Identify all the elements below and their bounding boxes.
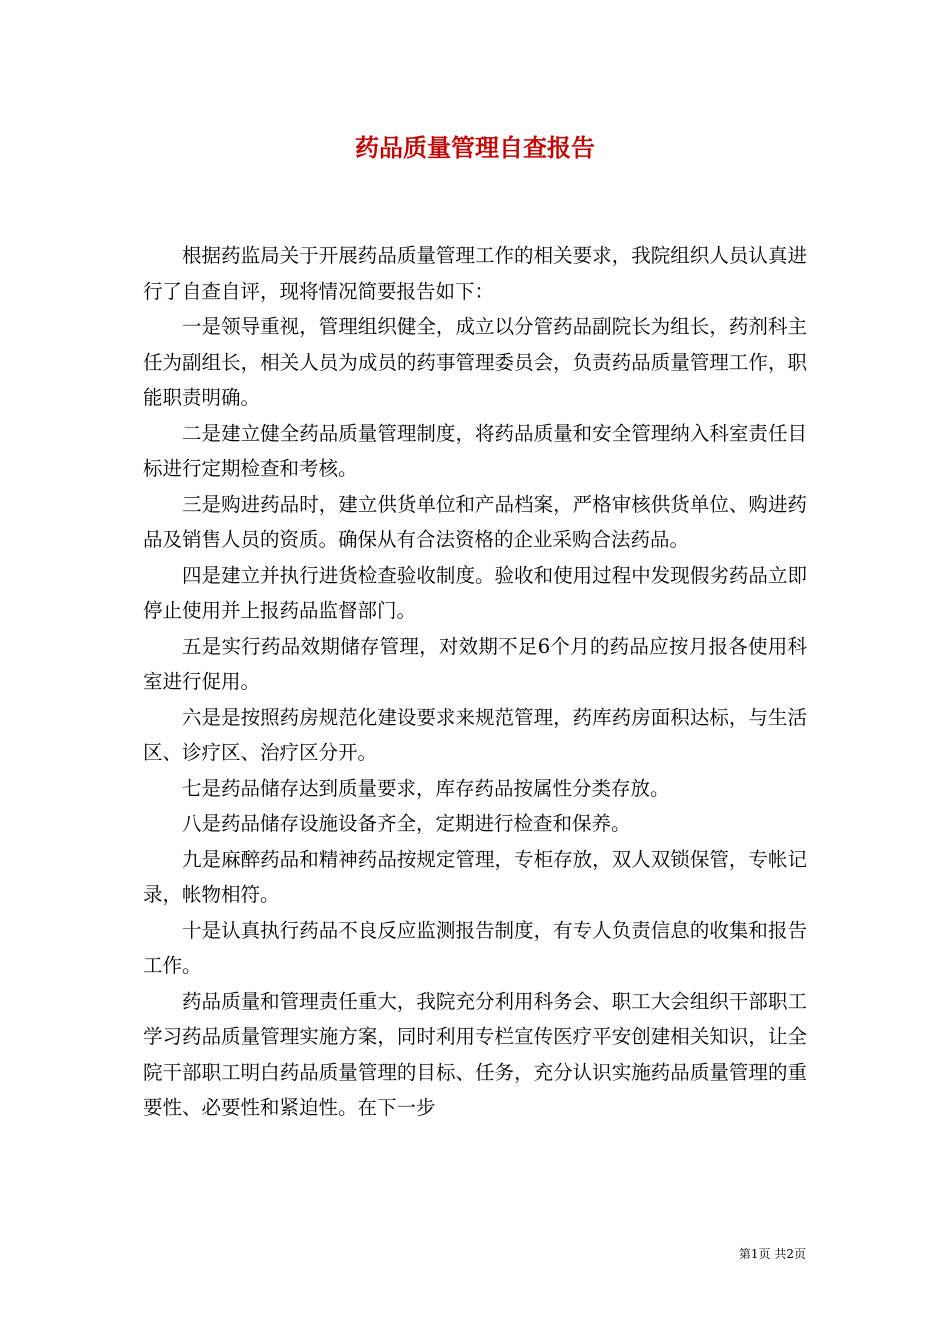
paragraph-intro: 根据药监局关于开展药品质量管理工作的相关要求，我院组织人员认真进行了自查自评，现将情况简要报告如下： [143,244,807,303]
paragraph-9: 九是麻醉药品和精神药品按规定管理，专柜存放，双人双锁保管，专帐记录，帐物相符。 [143,847,807,906]
paragraph-8: 八是药品储存设施设备齐全，定期进行检查和保养。 [182,812,631,835]
paragraph-10: 十是认真执行药品不良反应监测报告制度，有专人负责信息的收集和报告工作。 [143,918,807,977]
paragraph-3: 三是购进药品时，建立供货单位和产品档案，严格审核供货单位、购进药品及销售人员的资质。确保从有合法资格的企业采购合法药品。 [143,492,807,551]
paragraph-4: 四是建立并执行进货检查验收制度。验收和使用过程中发现假劣药品立即停止使用并上报药品监督部门。 [143,563,807,622]
paragraph-7: 七是药品储存达到质量要求，库存药品按属性分类存放。 [182,776,670,800]
paragraph-6: 六是是按照药房规范化建设要求来规范管理，药库药房面积达标，与生活区、诊疗区、治疗区分开。 [143,705,807,764]
document-title: 药品质量管理自查报告 [355,133,595,162]
paragraph-5: 五是实行药品效期储存管理，对效期不足6个月的药品应按月报各使用科室进行促用。 [143,634,807,693]
paragraph-1: 一是领导重视，管理组织健全，成立以分管药品副院长为组长，药剂科主任为副组长，相关人员为成员的药事管理委员会，负责药品质量管理工作，职能职责明确。 [143,315,807,409]
page-number: 第1页 共2页 [738,1247,806,1261]
document-body [143,238,807,1126]
paragraph-conclusion: 药品质量和管理责任重大，我院充分利用科务会、职工大会组织干部职工学习药品质量管理实施方案，同时利用专栏宣传医疗平安创建相关知识，让全院干部职工明白药品质量管理的目标、任务，充分认识实施药品质量管理的重要性、必要性和紧迫性。在下一步 [143,989,807,1119]
paragraph-2: 二是建立健全药品质量管理制度，将药品质量和安全管理纳入科室责任目标进行定期检查和考核。 [143,421,807,480]
